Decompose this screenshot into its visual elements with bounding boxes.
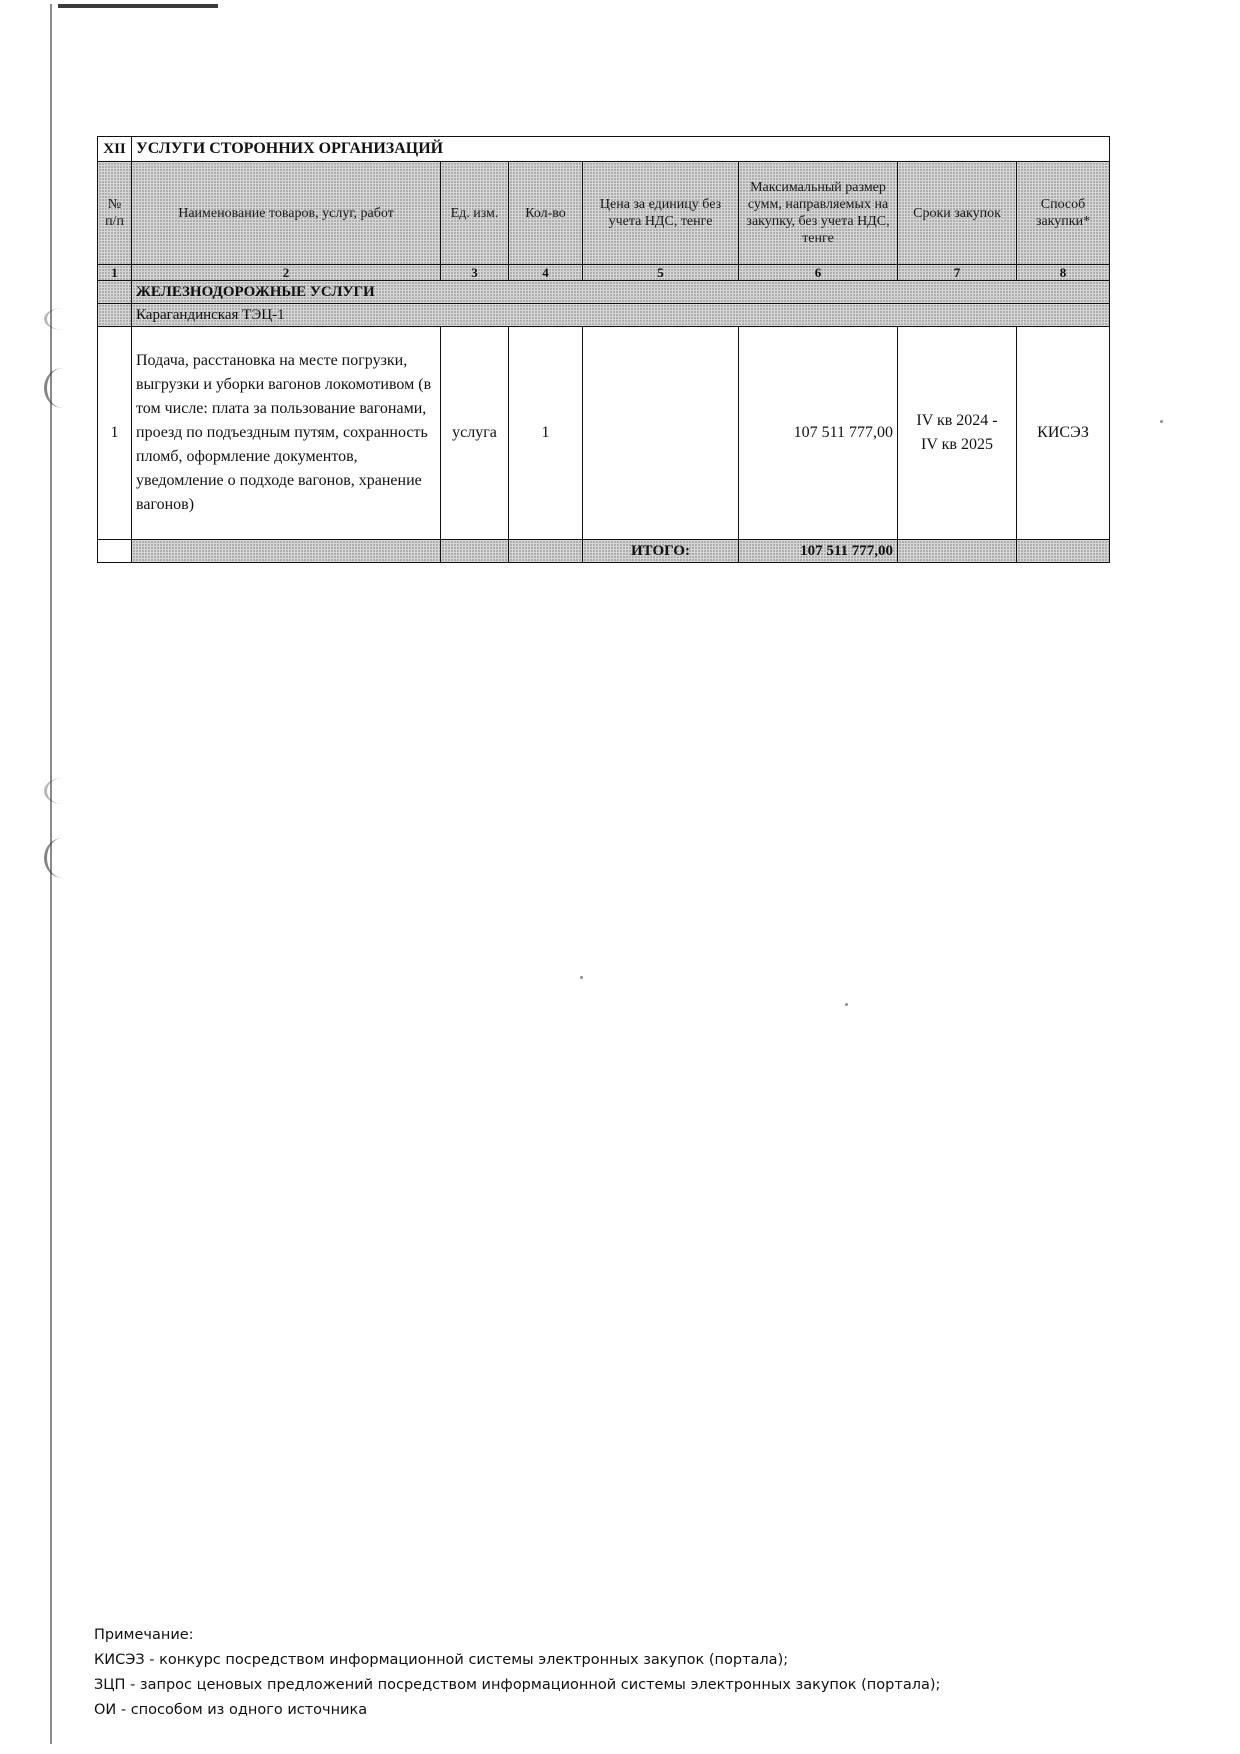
column-number: 6 [739, 265, 898, 281]
subgroup-row-cell [98, 304, 132, 327]
punch-hole-mark [44, 778, 81, 804]
total-row-cell [898, 540, 1017, 563]
item-quantity: 1 [509, 327, 583, 540]
column-header-num: № п/п [98, 162, 132, 265]
column-number: 4 [509, 265, 583, 281]
punch-hole-mark [44, 838, 81, 878]
column-header-unit: Ед. изм. [441, 162, 509, 265]
table-row [98, 327, 1110, 540]
item-name: Подача, расстановка на месте погрузки, выгрузки и уборки вагонов локомотивом (в том числе: плата за пользование вагонами, проезд по подъездным путям, сохранность пломб, оформление документов, уведомление о подходе вагонов, хранение вагонов) [132, 327, 441, 540]
column-header-row [98, 162, 1110, 265]
column-header-method: Способ закупки* [1017, 162, 1110, 265]
item-price [583, 327, 739, 540]
group-title: ЖЕЛЕЗНОДОРОЖНЫЕ УСЛУГИ [132, 281, 1110, 304]
total-row-cell [509, 540, 583, 563]
total-row-cell [1017, 540, 1110, 563]
section-title: УСЛУГИ СТОРОННИХ ОРГАНИЗАЦИЙ [132, 137, 1110, 162]
note-line-oi: ОИ - способом из одного источника [94, 1702, 368, 1718]
section-header-row [98, 137, 1110, 162]
item-term [898, 327, 1017, 540]
column-number: 1 [98, 265, 132, 281]
column-number: 3 [441, 265, 509, 281]
item-amount: 107 511 777,00 [739, 327, 898, 540]
column-number: 8 [1017, 265, 1110, 281]
total-row [98, 540, 1110, 563]
scan-top-edge [58, 4, 218, 8]
item-method: КИСЭЗ [1017, 327, 1110, 540]
item-term-start: IV кв 2024 - [916, 412, 998, 429]
item-unit: услуга [441, 327, 509, 540]
item-term-end: IV кв 2025 [921, 436, 993, 453]
column-number-row [98, 265, 1110, 281]
column-header-name: Наименование товаров, услуг, работ [132, 162, 441, 265]
note-line-kisez: КИСЭЗ - конкурс посредством информационной системы электронных закупок (портала); [94, 1652, 789, 1668]
column-number: 5 [583, 265, 739, 281]
column-header-term: Сроки закупок [898, 162, 1017, 265]
column-header-price: Цена за единицу без учета НДС, тенге [583, 162, 739, 265]
column-header-qty: Кол-во [509, 162, 583, 265]
total-amount: 107 511 777,00 [739, 540, 898, 563]
column-number: 2 [132, 265, 441, 281]
group-row [98, 281, 1110, 304]
total-row-cell [132, 540, 441, 563]
punch-hole-mark [44, 368, 81, 408]
notes-section [94, 1623, 940, 1723]
total-label: ИТОГО: [583, 540, 739, 563]
total-row-cell [98, 540, 132, 563]
subgroup-row [98, 304, 1110, 327]
scan-speck [1160, 420, 1163, 423]
scan-speck [845, 1003, 848, 1006]
section-number: XII [98, 137, 132, 162]
item-number: 1 [98, 327, 132, 540]
total-row-cell [441, 540, 509, 563]
note-line-zcp: ЗЦП - запрос ценовых предложений посредством информационной системы электронных закупок (портала); [94, 1677, 941, 1693]
subgroup-title: Карагандинская ТЭЦ-1 [132, 304, 1110, 327]
column-number: 7 [898, 265, 1017, 281]
group-row-cell [98, 281, 132, 304]
scan-speck [580, 976, 583, 979]
column-header-amount: Максимальный размер сумм, направляемых на закупку, без учета НДС, тенге [739, 162, 898, 265]
procurement-table [97, 136, 1110, 563]
notes-title: Примечание: [94, 1627, 194, 1643]
punch-hole-mark [44, 308, 81, 330]
